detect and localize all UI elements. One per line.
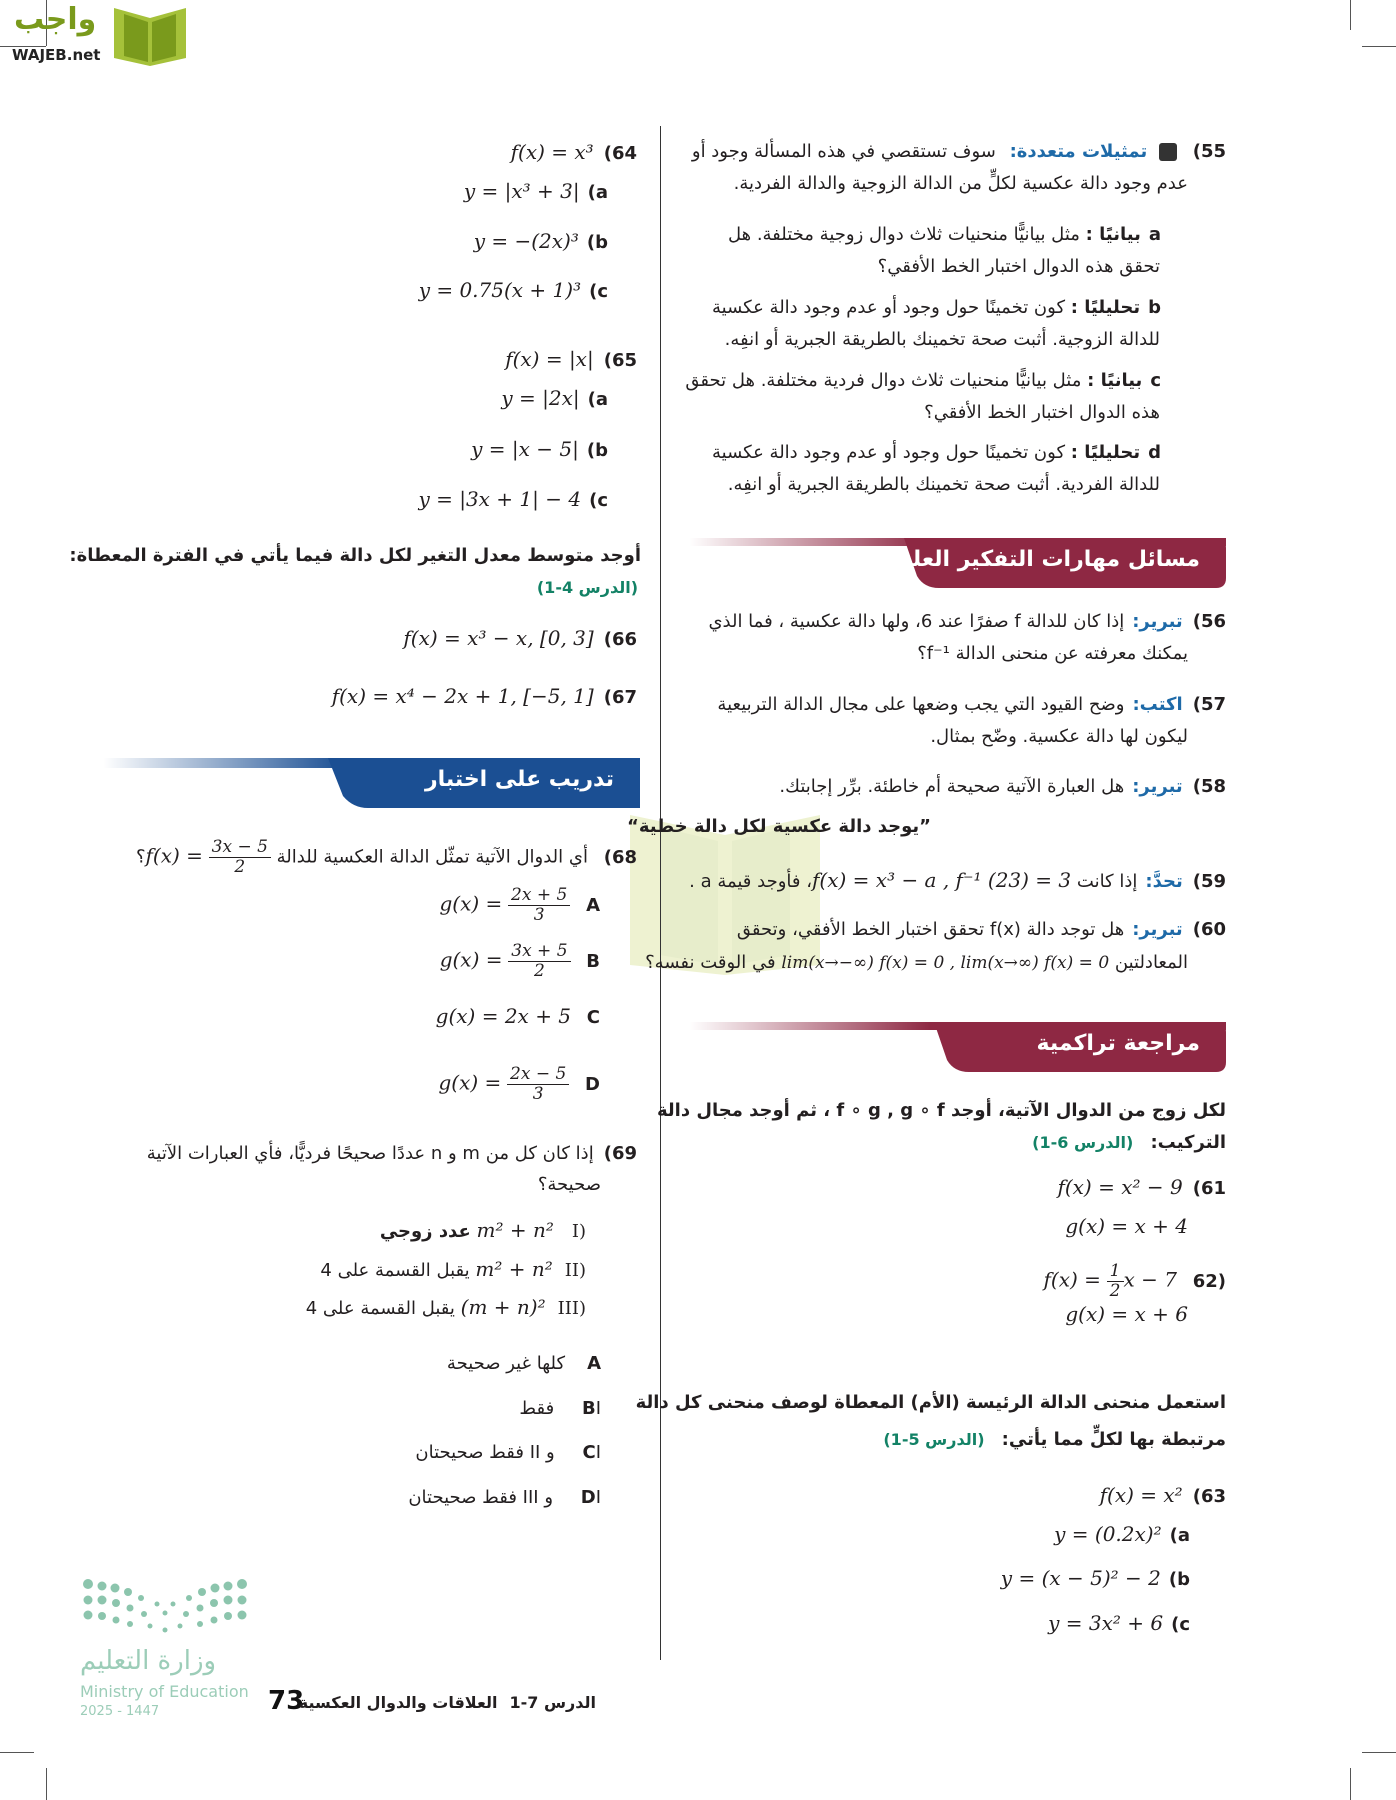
statement-number: (II bbox=[564, 1260, 586, 1281]
section-title: مسائل مهارات التفكير العليا bbox=[895, 547, 1200, 572]
q65c bbox=[418, 486, 608, 514]
q59 bbox=[689, 867, 1226, 895]
q64a bbox=[464, 178, 608, 206]
numerator: 3x − 5 bbox=[209, 838, 271, 858]
q64c bbox=[419, 277, 608, 305]
q64b bbox=[474, 228, 608, 256]
math-expression: y = (x − 5)² − 2 bbox=[1000, 1566, 1161, 1590]
part-letter: b) bbox=[586, 440, 608, 461]
math-expression: f(x) = x³ bbox=[510, 140, 594, 164]
q64 bbox=[511, 139, 637, 167]
math-expression: f(x) = x⁴ − 2x + 1, [−5, 1] bbox=[331, 684, 594, 708]
question-number: 55) bbox=[1192, 141, 1226, 162]
q55d-line2: للدالة الفردية. أثبت صحة تخمينك بالطريقة الجبرية أو انفِه. bbox=[727, 474, 1160, 495]
option-text: I و III فقط صحيحتان bbox=[408, 1487, 601, 1508]
part-text: مثل بيانيًّا منحنيات ثلاث دوال فردية مختلفة. هل تحقق bbox=[685, 370, 1082, 391]
lesson-reference: (الدرس 5-1) bbox=[883, 1430, 985, 1449]
part-letter: a bbox=[1148, 224, 1161, 245]
part-text: مثل بيانيًّا منحنيات ثلاث دوال زوجية مختلفة. هل bbox=[727, 224, 1080, 245]
lesson-reference: (الدرس 6-1) bbox=[1032, 1133, 1134, 1152]
q68-option-b[interactable] bbox=[440, 942, 600, 981]
part-letter: c) bbox=[589, 490, 608, 511]
fraction bbox=[508, 886, 570, 925]
question-text: سوف تستقصي في هذه المسألة وجود أو bbox=[691, 141, 996, 162]
q69-option-a[interactable] bbox=[447, 1351, 601, 1377]
math-expression: f(x) = bbox=[145, 843, 203, 868]
fraction bbox=[507, 1065, 569, 1104]
q69-option-b[interactable] bbox=[519, 1396, 601, 1422]
section-title: مراجعة تراكمية bbox=[1036, 1031, 1200, 1056]
option-letter: C bbox=[586, 1007, 600, 1028]
option-letter: C bbox=[582, 1442, 596, 1463]
math-expression: m² + n² bbox=[475, 1257, 553, 1281]
question-number: 61) bbox=[1192, 1178, 1226, 1199]
statement-number: (III bbox=[557, 1298, 586, 1319]
edition-year: 2025 - 1447 bbox=[80, 1704, 160, 1719]
column-divider bbox=[660, 126, 661, 1660]
lesson-number: الدرس 7-1 bbox=[509, 1693, 596, 1712]
part-letter: d bbox=[1148, 442, 1161, 463]
q60 bbox=[737, 917, 1226, 943]
fraction bbox=[1107, 1262, 1124, 1301]
question-text: ، فأوجد قيمة a . bbox=[689, 871, 813, 892]
question-number: 57) bbox=[1192, 694, 1226, 715]
ministry-name-english: Ministry of Education bbox=[80, 1682, 249, 1701]
section-header-cumulative-review bbox=[689, 1022, 1226, 1072]
question-mark: ؟ bbox=[135, 846, 146, 868]
math-expression: (m + n)² bbox=[460, 1295, 546, 1319]
math-expression: g(x) = x + 6 bbox=[1065, 1302, 1188, 1326]
q68 bbox=[136, 838, 637, 877]
math-expression: lim(x→−∞) f(x) = 0 , lim(x→∞) f(x) = 0 bbox=[781, 953, 1110, 973]
q55-line1 bbox=[692, 139, 1226, 165]
option-letter: A bbox=[586, 894, 600, 916]
math-expression: f(x) = x² − 9 bbox=[1057, 1175, 1183, 1199]
statement-text: يقبل القسمة على 4 bbox=[320, 1260, 470, 1281]
numerator: 3x + 5 bbox=[508, 942, 570, 962]
section-header-higher-order-thinking bbox=[689, 538, 1226, 588]
question-label: تحدَّ: bbox=[1145, 871, 1183, 892]
question-text: إذا كانت bbox=[1076, 871, 1138, 892]
instruction-text: التركيب: bbox=[1150, 1132, 1226, 1153]
question-number: 68) bbox=[603, 846, 637, 868]
question-number: 59) bbox=[1192, 871, 1226, 892]
q65a bbox=[501, 385, 608, 413]
q61-g bbox=[1065, 1213, 1188, 1241]
math-expression: f(x) = x³ − x, [0, 3] bbox=[403, 626, 594, 650]
parent-function-instructions-line2 bbox=[883, 1427, 1226, 1453]
q63 bbox=[1100, 1482, 1226, 1510]
part-letter: c bbox=[1150, 370, 1161, 391]
q69-option-d[interactable] bbox=[408, 1485, 601, 1511]
fraction bbox=[508, 942, 570, 981]
q63b bbox=[1001, 1565, 1190, 1593]
part-letter: a) bbox=[587, 389, 608, 410]
option-text: I و II فقط صحيحتان bbox=[415, 1442, 601, 1463]
question-number: 62) bbox=[1192, 1270, 1226, 1292]
part-letter: b) bbox=[1168, 1569, 1190, 1590]
crop-mark bbox=[46, 1768, 47, 1800]
q55b bbox=[712, 295, 1161, 321]
question-label: تمثيلات متعددة: bbox=[1009, 141, 1148, 162]
option-letter: B bbox=[581, 1398, 596, 1419]
statement-text: يقبل القسمة على 4 bbox=[305, 1298, 455, 1319]
question-text: أي الدوال الآتية تمثّل الدالة العكسية للدالة bbox=[276, 846, 588, 868]
q55-line2: عدم وجود دالة عكسية لكلٍّ من الدالة الزوجية والدالة الفردية. bbox=[733, 173, 1188, 194]
multiple-representations-icon bbox=[1159, 143, 1177, 161]
q68-option-c[interactable] bbox=[436, 1003, 600, 1031]
part-label: بيانيًا : bbox=[1085, 224, 1141, 245]
fraction bbox=[209, 838, 271, 877]
option-letter: B bbox=[586, 950, 600, 972]
question-text: هل توجد دالة f(x) تحقق اختبار الخط الأفقي، وتحقق bbox=[736, 919, 1125, 940]
q55a bbox=[728, 222, 1161, 248]
option-expression: g(x) = 2x + 5 bbox=[435, 1004, 572, 1028]
q55c-line2: هذه الدوال اختبار الخط الأفقي؟ bbox=[924, 402, 1160, 423]
math-expression: m² + n² bbox=[476, 1218, 554, 1242]
crop-mark bbox=[1362, 1752, 1396, 1753]
ministry-logo-dots-icon bbox=[80, 1578, 250, 1638]
q58 bbox=[779, 774, 1226, 800]
q57 bbox=[717, 692, 1226, 718]
logo-latin: WAJEB.net bbox=[12, 46, 101, 64]
math-expression: y = |3x + 1| − 4 bbox=[418, 487, 582, 511]
part-label: بيانيًا : bbox=[1087, 370, 1143, 391]
q62-g bbox=[1065, 1301, 1188, 1329]
denominator: 3 bbox=[533, 905, 545, 925]
ministry-name-arabic: وزارة التعليم bbox=[80, 1646, 217, 1676]
footer-lesson bbox=[299, 1690, 596, 1716]
question-number: 64) bbox=[603, 143, 637, 164]
option-text: I فقط bbox=[519, 1398, 601, 1419]
math-expression: y = |2x| bbox=[501, 386, 580, 410]
q66 bbox=[403, 625, 637, 653]
section-header-test-practice bbox=[103, 758, 640, 808]
math-expression: x − 7 bbox=[1123, 1267, 1177, 1292]
math-expression: y = |x − 5| bbox=[471, 437, 579, 461]
q63a bbox=[1054, 1521, 1190, 1549]
part-letter: a) bbox=[587, 182, 608, 203]
option-expression: g(x) = bbox=[439, 891, 503, 916]
question-number: 56) bbox=[1192, 611, 1226, 632]
q57-line2: ليكون لها دالة عكسية. وضّح بمثال. bbox=[930, 726, 1188, 747]
q68-option-d[interactable] bbox=[438, 1065, 600, 1104]
part-letter: b bbox=[1148, 297, 1161, 318]
q56 bbox=[708, 609, 1226, 635]
q62 bbox=[1044, 1262, 1226, 1301]
section-title: تدريب على اختبار bbox=[424, 767, 614, 792]
q69-option-c[interactable] bbox=[415, 1440, 601, 1466]
parent-function-instructions: استعمل منحنى الدالة الرئيسة (الأم) المعطاة لوصف منحنى كل دالة bbox=[635, 1392, 1226, 1413]
part-letter: b) bbox=[586, 232, 608, 253]
question-label: تبرير: bbox=[1132, 776, 1183, 797]
question-label: تبرير: bbox=[1132, 611, 1183, 632]
denominator: 2 bbox=[533, 961, 545, 981]
option-expression: g(x) = bbox=[438, 1070, 502, 1095]
option-text: كلها غير صحيحة bbox=[446, 1353, 566, 1374]
question-number: 60) bbox=[1192, 919, 1226, 940]
option-expression: g(x) = bbox=[439, 947, 503, 972]
crop-mark bbox=[1362, 46, 1396, 47]
question-label: تبرير: bbox=[1132, 919, 1183, 940]
part-letter: c) bbox=[589, 281, 608, 302]
question-number: 69) bbox=[603, 1143, 637, 1164]
statement-text: عدد زوجي bbox=[379, 1221, 471, 1242]
question-number: 65) bbox=[603, 350, 637, 371]
q55b-line2: للدالة الزوجية. أثبت صحة تخمينك بالطريقة الجبرية أو انفِه. bbox=[724, 329, 1160, 350]
book-icon bbox=[110, 6, 190, 66]
math-expression: y = 3x² + 6 bbox=[1048, 1611, 1164, 1635]
q65b bbox=[471, 436, 608, 464]
part-text: كون تخمينًا حول وجود أو عدم وجود دالة عكسية bbox=[712, 297, 1066, 318]
q60-line2 bbox=[645, 950, 1188, 976]
q61 bbox=[1057, 1174, 1226, 1202]
part-text: كون تخمينًا حول وجود أو عدم وجود دالة عكسية bbox=[712, 442, 1066, 463]
question-text: إذا كان للدالة f صفرًا عند 6، ولها دالة عكسية ، فما الذي bbox=[708, 611, 1125, 632]
composition-instructions: لكل زوج من الدوال الآتية، أوجد f ∘ g , g ∘ f ، ثم أوجد مجال دالة bbox=[657, 1100, 1226, 1121]
q69-statement-1 bbox=[380, 1217, 586, 1245]
composition-instructions-line2 bbox=[1032, 1130, 1226, 1156]
question-number: 67) bbox=[603, 687, 637, 708]
question-text: المعادلتين bbox=[1114, 952, 1188, 973]
logo-arabic: واجب bbox=[14, 2, 97, 37]
question-number: 58) bbox=[1192, 776, 1226, 797]
numerator: 2x + 5 bbox=[508, 886, 570, 906]
math-expression: f(x) = x³ − a , f⁻¹ (23) = 3 bbox=[812, 868, 1072, 892]
crop-mark bbox=[1350, 0, 1351, 30]
q56-line2: يمكنك معرفته عن منحنى الدالة f⁻¹؟ bbox=[917, 643, 1188, 664]
q68-option-a[interactable] bbox=[440, 886, 601, 925]
part-letter: c) bbox=[1171, 1614, 1190, 1635]
crop-mark bbox=[1350, 1768, 1351, 1800]
math-expression: f(x) = bbox=[1043, 1267, 1101, 1292]
option-letter: A bbox=[587, 1353, 601, 1374]
page-number: 73 bbox=[268, 1686, 305, 1716]
question-text: وضح القيود التي يجب وضعها على مجال الدالة التربيعية bbox=[717, 694, 1125, 715]
statement-number: (I bbox=[571, 1221, 586, 1242]
q67 bbox=[332, 683, 637, 711]
q65 bbox=[505, 346, 637, 374]
instruction-text: مرتبطة بها لكلٍّ مما يأتي: bbox=[1001, 1429, 1226, 1450]
numerator: 2x − 5 bbox=[507, 1065, 569, 1085]
question-number: 63) bbox=[1192, 1486, 1226, 1507]
q55d bbox=[712, 440, 1161, 466]
numerator: 1 bbox=[1107, 1262, 1124, 1282]
option-letter: D bbox=[580, 1487, 596, 1508]
question-label: اكتب: bbox=[1132, 694, 1183, 715]
denominator: 2 bbox=[234, 857, 246, 877]
q69-statement-3 bbox=[306, 1294, 586, 1322]
math-expression: f(x) = x² bbox=[1099, 1483, 1183, 1507]
question-text: هل العبارة الآتية صحيحة أم خاطئة. برِّر إجابتك. bbox=[779, 776, 1125, 797]
math-expression: f(x) = |x| bbox=[505, 347, 594, 371]
q63c bbox=[1048, 1610, 1190, 1638]
question-text: إذا كان كل من m و n عددًا صحيحًا فرديًّا، فأي العبارات الآتية bbox=[146, 1143, 594, 1164]
q69-statement-2 bbox=[320, 1256, 586, 1284]
q69-line2: صحيحة؟ bbox=[537, 1174, 601, 1195]
question-text: في الوقت نفسه؟ bbox=[645, 952, 776, 973]
part-label: تحليليًا : bbox=[1070, 442, 1141, 463]
q55a-line2: تحقق هذه الدوال اختبار الخط الأفقي؟ bbox=[877, 256, 1160, 277]
crop-mark bbox=[0, 1752, 34, 1753]
option-letter: D bbox=[585, 1073, 600, 1095]
math-expression: g(x) = x + 4 bbox=[1065, 1214, 1188, 1238]
wajeb-logo[interactable] bbox=[8, 2, 193, 72]
question-number: 66) bbox=[603, 629, 637, 650]
math-expression: y = 0.75(x + 1)³ bbox=[418, 278, 582, 302]
math-expression: y = |x³ + 3| bbox=[463, 179, 580, 203]
q58-quote: ”يوجد دالة عكسية لكل دالة خطية“ bbox=[627, 816, 931, 837]
math-expression: y = (0.2x)² bbox=[1054, 1522, 1162, 1546]
part-letter: a) bbox=[1169, 1525, 1190, 1546]
part-label: تحليليًا : bbox=[1070, 297, 1141, 318]
rate-of-change-instructions: أوجد متوسط معدل التغير لكل دالة فيما يأتي في الفترة المعطاة: bbox=[69, 545, 641, 566]
lesson-title: العلاقات والدوال العكسية bbox=[298, 1693, 498, 1712]
lesson-reference: (الدرس 4-1) bbox=[536, 578, 638, 597]
denominator: 3 bbox=[532, 1084, 544, 1104]
q55c bbox=[685, 368, 1161, 394]
math-expression: y = −(2x)³ bbox=[473, 229, 579, 253]
denominator: 2 bbox=[1109, 1281, 1121, 1301]
q69 bbox=[147, 1141, 637, 1167]
